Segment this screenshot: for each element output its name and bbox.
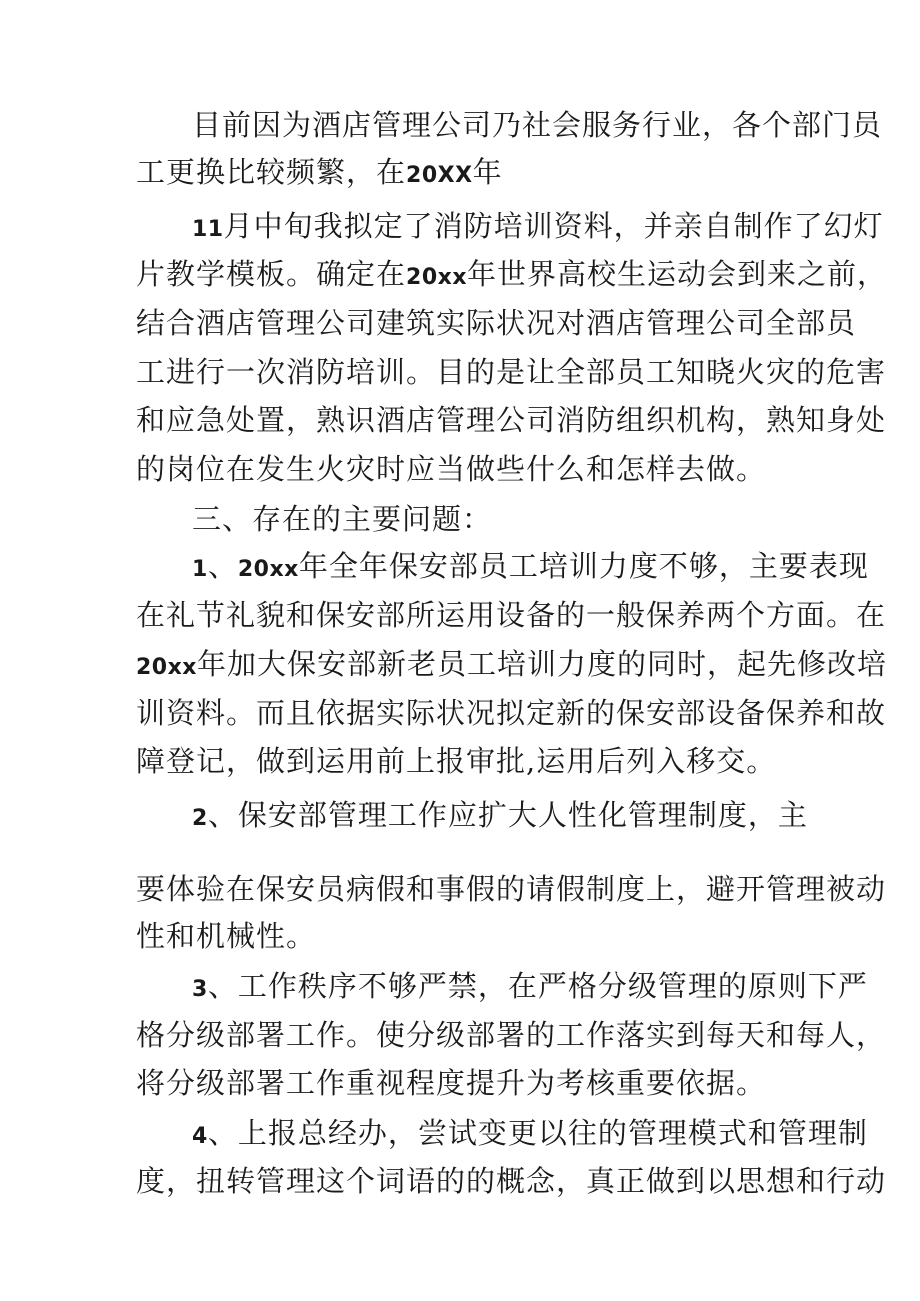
item-number: 2 xyxy=(192,806,208,831)
paragraph-line xyxy=(136,644,887,684)
text-run: 年加大保安部新老员工培训力度的同时，起先修改培 xyxy=(197,647,888,681)
text-run: 障登记，做到运用前上报审批,运用后列入移交。 xyxy=(136,744,777,778)
text-run: 年世界高校生运动会到来之前， xyxy=(467,257,888,291)
text-run: 工更换比较频繁，在 xyxy=(136,155,407,189)
paragraph-line xyxy=(192,795,808,835)
text-run: 、工作秩序不够严禁，在严格分级管理的原则下严 xyxy=(207,969,868,1003)
text-run: 结合酒店管理公司建筑实际状况对酒店管理公司全部员 xyxy=(136,306,857,340)
month-number: 11 xyxy=(192,217,224,242)
item-number: 4 xyxy=(192,1124,208,1149)
text-run: 年 xyxy=(472,155,503,189)
text-run: 三、存在的主要问题： xyxy=(192,502,493,536)
paragraph-line xyxy=(192,546,869,586)
paragraph-line xyxy=(136,741,776,781)
item-number: 3 xyxy=(192,977,208,1002)
text-run: 度，扭转管理这个词语的的概念，真正做到以思想和行动 xyxy=(136,1164,887,1198)
text-run: 目前因为酒店管理公司乃社会服务行业，各个部门员 xyxy=(192,108,883,142)
paragraph-line xyxy=(136,303,856,343)
paragraph-line xyxy=(136,1063,766,1103)
year-number: 20XX xyxy=(406,163,473,188)
paragraph-line xyxy=(192,105,882,145)
text-run: 在礼节礼貌和保安部所运用设备的一般保养两个方面。在 xyxy=(136,598,887,632)
paragraph-line xyxy=(136,352,886,392)
text-run: 的岗位在发生火灾时应当做些什么和怎样去做。 xyxy=(136,452,767,486)
year-number: 20xx xyxy=(406,265,468,290)
text-run: 将分级部署工作重视程度提升为考核重要依据。 xyxy=(136,1066,767,1100)
paragraph-line xyxy=(136,152,503,192)
paragraph-line xyxy=(136,400,886,440)
paragraph-line xyxy=(136,595,886,635)
text-run: 、保安部管理工作应扩大人性化管理制度，主 xyxy=(207,798,808,832)
item-number: 1 xyxy=(192,557,208,582)
paragraph-line xyxy=(136,449,766,489)
paragraph-line xyxy=(192,966,868,1006)
text-run: 、上报总经办，尝试变更以往的管理模式和管理制 xyxy=(207,1116,868,1150)
paragraph-line xyxy=(136,254,887,294)
text-run: 年全年保安部员工培训力度不够，主要表现 xyxy=(298,549,869,583)
paragraph-line xyxy=(136,916,316,956)
text-run: 训资料。而且依据实际状况拟定新的保安部设备保养和故 xyxy=(136,696,887,730)
paragraph-line xyxy=(136,1161,886,1201)
text-run: 格分级部署工作。使分级部署的工作落实到每天和每人， xyxy=(136,1018,887,1052)
text-run: 月中旬我拟定了消防培训资料，并亲自制作了幻灯 xyxy=(223,209,884,243)
text-run: 和应急处置，熟识酒店管理公司消防组织机构，熟知身处 xyxy=(136,403,887,437)
paragraph-line xyxy=(136,869,886,909)
paragraph-line xyxy=(192,1113,868,1153)
text-run: 片教学模板。确定在 xyxy=(136,257,407,291)
text-run: 要体验在保安员病假和事假的请假制度上，避开管理被动 xyxy=(136,872,887,906)
text-run: 工进行一次消防培训。目的是让全部员工知晓火灾的危害 xyxy=(136,355,887,389)
year-number: 20xx xyxy=(237,557,299,582)
text-run: 、 xyxy=(207,549,238,583)
paragraph-line xyxy=(136,1015,886,1055)
section-heading xyxy=(192,499,492,539)
paragraph-line xyxy=(136,693,886,733)
text-run: 性和机械性。 xyxy=(136,919,317,953)
paragraph-line xyxy=(192,206,884,246)
year-number: 20xx xyxy=(136,655,197,680)
